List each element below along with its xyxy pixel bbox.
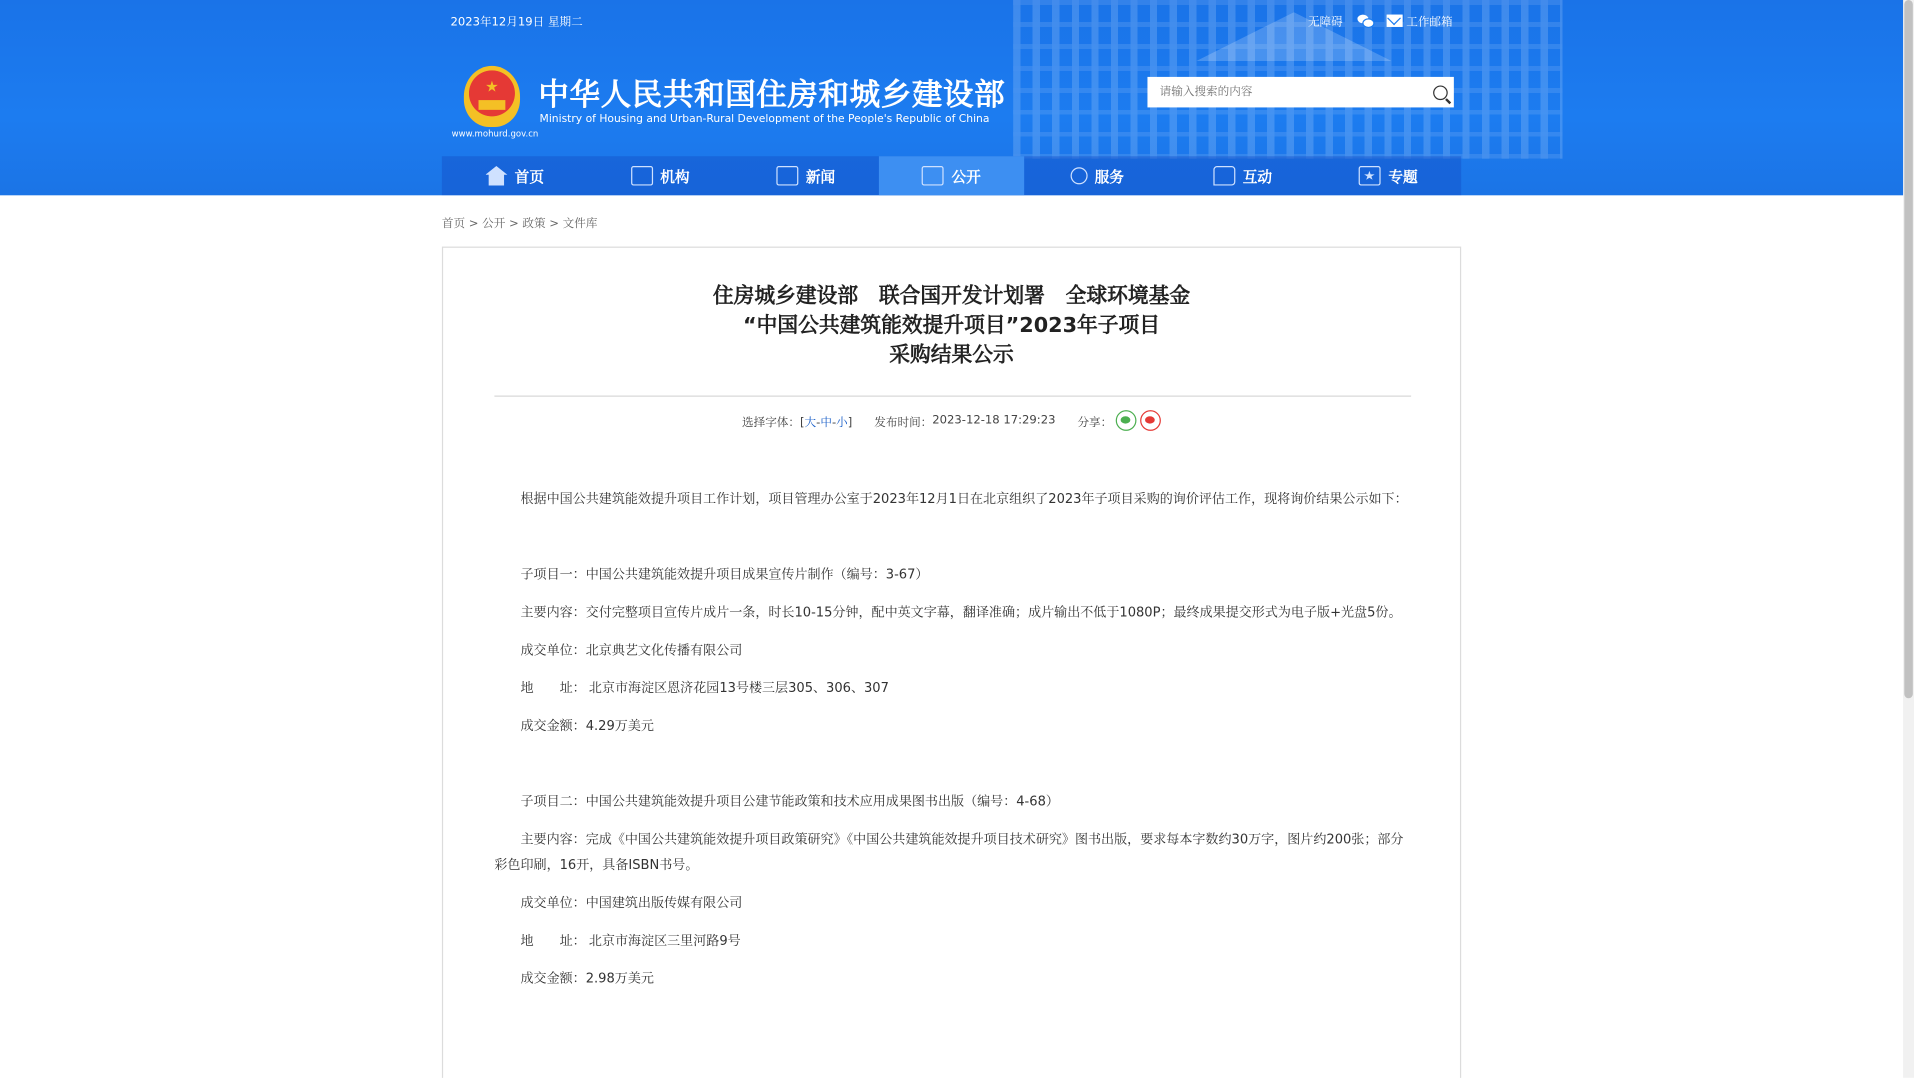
sub1-amount: 成交金额：4.29万美元 bbox=[520, 717, 654, 734]
breadcrumb-home[interactable]: 首页 bbox=[441, 217, 466, 231]
sub1-title: 子项目一：中国公共建筑能效提升项目成果宣传片制作（编号：3-67） bbox=[520, 566, 929, 583]
breadcrumb-policy[interactable]: 政策 bbox=[522, 217, 546, 231]
site-title[interactable]: 中华人民共和国住房和城乡建设部 bbox=[538, 76, 1006, 113]
publish-time: 2023-12-18 17:29:23 bbox=[932, 413, 1056, 428]
sub1-content: 主要内容：交付完整项目宣传片成片一条，时长10-15分钟，配中英文字幕，翻译准确；成片输出不低于1080P；最终成果提交形式为电子版+光盘5份。 bbox=[520, 604, 1402, 621]
sub2-address: 北京市海淀区三里河路9号 bbox=[588, 932, 741, 948]
sub2-address-paragraph bbox=[494, 928, 1412, 953]
nav-item-service[interactable] bbox=[1024, 156, 1170, 195]
font-size-dash: - bbox=[831, 415, 837, 430]
sub1-address-paragraph bbox=[494, 676, 1412, 701]
publish-label: 发布时间： bbox=[874, 415, 933, 430]
nav-item-label: 专题 bbox=[1388, 167, 1418, 185]
nav-item-topics[interactable] bbox=[1316, 156, 1462, 195]
font-size-selector bbox=[742, 412, 852, 429]
national-emblem-logo[interactable] bbox=[464, 66, 520, 127]
page-scrollbar[interactable] bbox=[1903, 0, 1914, 1078]
article-body bbox=[494, 487, 1412, 1004]
document-icon bbox=[922, 166, 944, 186]
breadcrumb-separator: > bbox=[549, 217, 560, 231]
search-input[interactable] bbox=[1147, 85, 1428, 98]
accessible-link[interactable]: 无障碍 bbox=[1307, 15, 1343, 30]
article-title-line: 住房城乡建设部 联合国开发计划署 全球环境基金 bbox=[712, 284, 1191, 309]
news-icon bbox=[777, 166, 799, 186]
nav-item-organization[interactable] bbox=[588, 156, 734, 195]
wechat-icon[interactable] bbox=[1357, 15, 1372, 27]
site-header bbox=[0, 0, 1904, 195]
mail-link[interactable] bbox=[1387, 12, 1453, 29]
sub1-winner: 成交单位：北京典艺文化传播有限公司 bbox=[520, 642, 743, 658]
intro-paragraph: 根据中国公共建筑能效提升项目工作计划，项目管理办公室于2023年12月1日在北京组织了2023年子项目采购的询价评估工作，现将询价结果公示如下： bbox=[520, 490, 1408, 507]
sub2-content: 主要内容：完成《中国公共建筑能效提升项目政策研究》《中国公共建筑能效提升项目技术研究》图书出版，要求每本字数约30万字，图片约200张；部分彩色印刷，16开，具备ISBN书号。 bbox=[494, 831, 1404, 873]
font-size-dash: - bbox=[816, 415, 821, 430]
breadcrumb-separator: > bbox=[509, 217, 519, 231]
nav-item-news[interactable] bbox=[733, 156, 879, 195]
search-box bbox=[1147, 77, 1453, 108]
font-size-bracket-close: ] bbox=[847, 415, 853, 430]
title-divider bbox=[494, 396, 1411, 397]
sub1-address: 北京市海淀区恩济花园13号楼三层305、306、307 bbox=[588, 679, 889, 696]
current-date: 2023年12月19日 星期二 bbox=[450, 15, 583, 30]
nav-item-home[interactable] bbox=[442, 156, 588, 195]
person-icon bbox=[1070, 167, 1087, 184]
font-size-large[interactable]: 大 bbox=[804, 415, 817, 430]
font-size-bracket-open: [ bbox=[799, 415, 805, 430]
mail-icon bbox=[1387, 15, 1403, 27]
sub2-winner: 成交单位：中国建筑出版传媒有限公司 bbox=[520, 894, 743, 911]
article-title-line: “中国公共建筑能效提升项目”2023年子项目 bbox=[742, 313, 1161, 339]
nav-item-label: 公开 bbox=[951, 167, 981, 185]
font-size-label: 选择字体： bbox=[741, 415, 800, 430]
nav-item-public[interactable] bbox=[879, 156, 1025, 195]
interaction-icon bbox=[1213, 166, 1235, 186]
sub2-title: 子项目二：中国公共建筑能效提升项目公建节能政策和技术应用成果图书出版（编号：4-68） bbox=[520, 793, 1059, 810]
building-icon bbox=[631, 166, 653, 186]
breadcrumb-library[interactable]: 文件库 bbox=[562, 217, 598, 231]
nav-item-label: 首页 bbox=[514, 167, 544, 185]
sub2-address-label: 地 址： bbox=[520, 932, 586, 948]
nav-item-label: 互动 bbox=[1242, 167, 1273, 185]
article-title-line: 采购结果公示 bbox=[889, 343, 1014, 368]
home-icon bbox=[485, 166, 507, 186]
font-size-medium[interactable]: 中 bbox=[820, 415, 832, 430]
wechat-share-icon[interactable] bbox=[1116, 410, 1137, 431]
font-size-small[interactable]: 小 bbox=[836, 415, 848, 430]
search-icon[interactable] bbox=[1433, 85, 1448, 100]
breadcrumb-separator: > bbox=[468, 217, 479, 231]
article-title bbox=[443, 282, 1460, 370]
sub1-address-label: 地 址： bbox=[520, 679, 586, 696]
sub2-amount: 成交金额：2.98万美元 bbox=[520, 969, 654, 986]
top-links bbox=[1308, 12, 1453, 29]
site-subtitle: Ministry of Housing and Urban-Rural Development of the People's Republic of China bbox=[539, 113, 990, 126]
article-meta bbox=[443, 410, 1460, 431]
mail-link-label: 工作邮箱 bbox=[1406, 15, 1453, 30]
scrollbar-thumb[interactable] bbox=[1904, 0, 1913, 698]
main-nav bbox=[442, 156, 1461, 195]
site-url: www.mohurd.gov.cn bbox=[451, 129, 539, 140]
share-label: 分享： bbox=[1077, 415, 1113, 430]
breadcrumb-public[interactable]: 公开 bbox=[482, 217, 506, 231]
nav-item-label: 机构 bbox=[660, 167, 690, 185]
article-panel bbox=[442, 247, 1461, 1078]
breadcrumb bbox=[442, 214, 598, 231]
nav-item-interaction[interactable] bbox=[1170, 156, 1316, 195]
star-icon bbox=[1359, 166, 1381, 186]
nav-item-label: 新闻 bbox=[805, 167, 836, 185]
nav-item-label: 服务 bbox=[1094, 167, 1124, 185]
weibo-share-icon[interactable] bbox=[1140, 410, 1161, 431]
